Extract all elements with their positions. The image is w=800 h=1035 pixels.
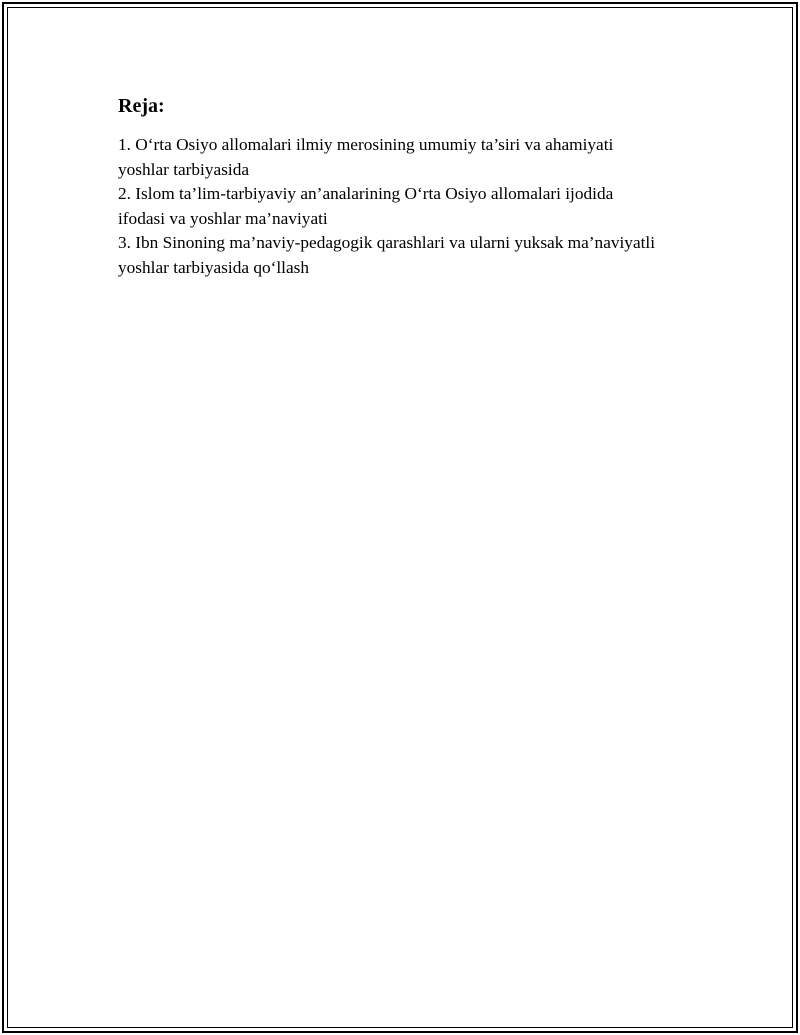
plan-item: 2. Islom ta’lim-tarbiyaviy an’analarining O‘rta Osiyo allomalari ijodida ifodasi va yoshlar ma’naviyati bbox=[118, 184, 614, 228]
page-content bbox=[118, 93, 658, 280]
plan-item: 1. O‘rta Osiyo allomalari ilmiy merosining umumiy ta’siri va ahamiyati yoshlar tarbiyasida bbox=[118, 135, 614, 179]
plan-item: 3. Ibn Sinoning ma’naviy-pedagogik qarashlari va ularni yuksak ma’naviyatli yoshlar tarbiyasida qo‘llash bbox=[118, 233, 656, 277]
plan-heading: Reja: bbox=[118, 95, 165, 117]
plan-list bbox=[118, 133, 658, 280]
